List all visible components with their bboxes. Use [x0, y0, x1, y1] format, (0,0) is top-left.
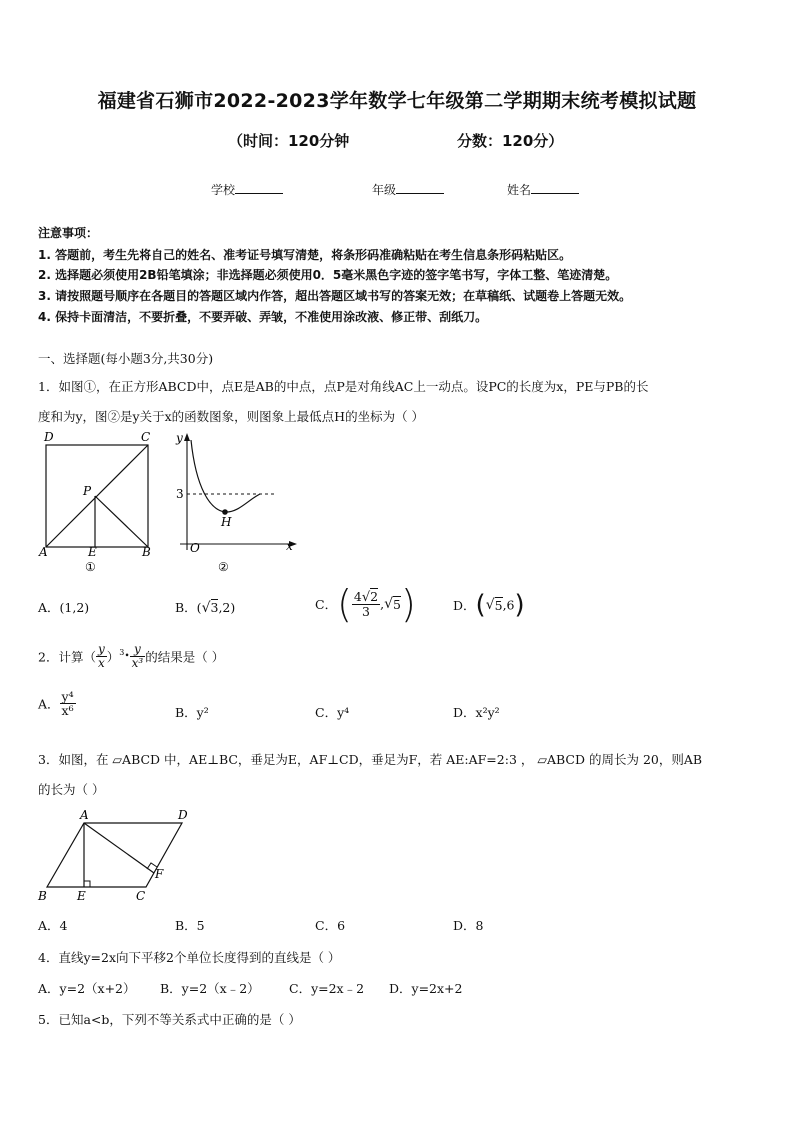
- q4-option-a[interactable]: A．y=2（x+2）: [38, 981, 136, 996]
- note-item: 4. 保持卡面清洁，不要折叠，不要弄破、弄皱，不准使用涂改液、修正带、刮纸刀。: [38, 310, 488, 324]
- q1-option-b-prefix: B．(: [175, 600, 202, 615]
- label-F: F: [155, 867, 164, 881]
- label-A: A: [80, 808, 89, 822]
- exam-score: 分数：120分）: [457, 132, 564, 150]
- figure-caption-1: ①: [85, 560, 96, 574]
- school-blank: [235, 181, 283, 194]
- q1-option-a[interactable]: A．(1,2): [38, 600, 90, 615]
- exam-time: （时间：120分钟: [228, 132, 350, 150]
- name-label: 姓名: [507, 183, 532, 197]
- label-E: E: [88, 545, 97, 559]
- q2-option-d[interactable]: D．x²y²: [453, 705, 500, 720]
- label-B: B: [142, 545, 151, 559]
- label-three: 3: [176, 487, 184, 501]
- label-B: B: [38, 889, 47, 903]
- note-item: 3. 请按照题号顺序在各题目的答题区域内作答，超出答题区域书写的答案无效；在草稿纸、试题卷上答题无效。: [38, 289, 632, 303]
- q1-option-c[interactable]: C．( $\frac{4√2}{3}$ ,√5): [315, 582, 416, 626]
- q2-suffix: 的结果是（ ）: [145, 649, 225, 665]
- label-D: D: [178, 808, 188, 822]
- q3-option-b[interactable]: B．5: [175, 918, 205, 933]
- label-C: C: [136, 889, 146, 903]
- q5-stem: 5．已知a<b，下列不等关系式中正确的是（ ）: [38, 1012, 301, 1027]
- q4-stem: 4．直线y=2x向下平移2个单位长度得到的直线是（ ）: [38, 950, 341, 965]
- section-heading: 一、选择题(每小题3分,共30分): [38, 351, 214, 366]
- q3-option-a[interactable]: A．4: [38, 918, 68, 933]
- q1-option-c-radicand: 5: [393, 596, 401, 612]
- q1-option-d-radicand: 5: [494, 597, 503, 613]
- grade-field: [372, 181, 444, 198]
- q3-figure-parallelogram: [34, 806, 204, 906]
- q1-option-d[interactable]: D．(√5,6): [453, 590, 525, 620]
- q2-option-a[interactable]: [38, 690, 76, 717]
- label-O: O: [190, 541, 200, 555]
- q3-option-c[interactable]: C．6: [315, 918, 346, 933]
- label-E: E: [77, 889, 86, 903]
- q3-line2: 的长为（ ）: [38, 782, 105, 797]
- notes-heading: 注意事项：: [38, 226, 99, 240]
- q4-option-d[interactable]: D．y=2x+2: [389, 981, 463, 996]
- label-D: D: [44, 430, 54, 444]
- q1-line1: 1．如图①，在正方形ABCD中，点E是AB的中点，点P是对角线AC上一动点。设PC的长度为x，PE与PB的长: [38, 379, 649, 394]
- label-y: y: [176, 431, 183, 445]
- q2-option-a-fraction: $\frac{\text{y⁴}}{\text{x⁶}}$: [61, 689, 74, 718]
- q1-figure-square: [36, 428, 166, 578]
- q2-option-a-prefix: A．: [38, 696, 60, 712]
- label-P: P: [83, 484, 92, 498]
- q2-dot: •: [124, 651, 130, 662]
- q1-figure-graph: [170, 428, 305, 578]
- q1-option-c-fraction: $\frac{4√2}{3}$: [353, 589, 379, 619]
- label-C: C: [141, 430, 151, 444]
- note-item: 2. 选择题必须使用2B铅笔填涂；非选择题必须使用0．5毫米黑色字迹的签字笔书写，字体工整、笔迹清楚。: [38, 268, 618, 282]
- school-field: [211, 181, 283, 198]
- label-A: A: [39, 545, 48, 559]
- q1-option-d-prefix: D．: [453, 598, 476, 613]
- q1-option-c-prefix: C．: [315, 597, 338, 612]
- grade-label: 年级: [372, 183, 397, 197]
- q2-option-b[interactable]: B．y²: [175, 705, 209, 720]
- q2-power: 3: [119, 647, 125, 657]
- figure-caption-2: ②: [218, 560, 229, 574]
- name-blank: [531, 181, 579, 194]
- label-x: x: [286, 539, 293, 553]
- q1-option-d-suffix: ,6: [502, 597, 515, 613]
- q1-option-b-radicand: 3: [210, 600, 219, 615]
- grade-blank: [396, 181, 444, 194]
- page-title: 福建省石狮市2022-2023学年数学七年级第二学期期末统考模拟试题: [97, 90, 697, 112]
- label-H: H: [221, 515, 232, 529]
- q2-fraction-1: $\frac{y}{x}$: [97, 642, 105, 670]
- q3-option-d[interactable]: D．8: [453, 918, 484, 933]
- q1-option-b[interactable]: B．(√3,2): [175, 600, 236, 616]
- school-label: 学校: [211, 183, 236, 197]
- q2-stem: 2．计算（ $\frac{y}{x}$ ）$^3$• $\frac{y}{\text{x³}}$ 的结果是（ ）: [38, 642, 225, 670]
- q2-prefix: 2．计算（: [38, 649, 96, 665]
- q4-option-b[interactable]: B．y=2（x﹣2）: [160, 981, 260, 996]
- q1-line2: 度和为y，图②是y关于x的函数图象，则图象上最低点H的坐标为（ ）: [38, 409, 425, 424]
- q1-option-b-suffix: ,2): [218, 600, 236, 615]
- q2-fraction-2: $\frac{y}{\text{x³}}$: [131, 642, 144, 670]
- q2-option-c[interactable]: C．y⁴: [315, 705, 350, 720]
- q3-line1: 3．如图，在 ▱ABCD 中，AE⊥BC，垂足为E，AF⊥CD，垂足为F，若 AE:AF=2:3 ， ▱ABCD 的周长为 20，则AB: [38, 752, 703, 767]
- name-field: [507, 181, 579, 198]
- q4-option-c[interactable]: C．y=2x﹣2: [289, 981, 365, 996]
- note-item: 1. 答题前，考生先将自己的姓名、准考证号填写清楚，将条形码准确粘贴在考生信息条形码粘贴区。: [38, 248, 572, 262]
